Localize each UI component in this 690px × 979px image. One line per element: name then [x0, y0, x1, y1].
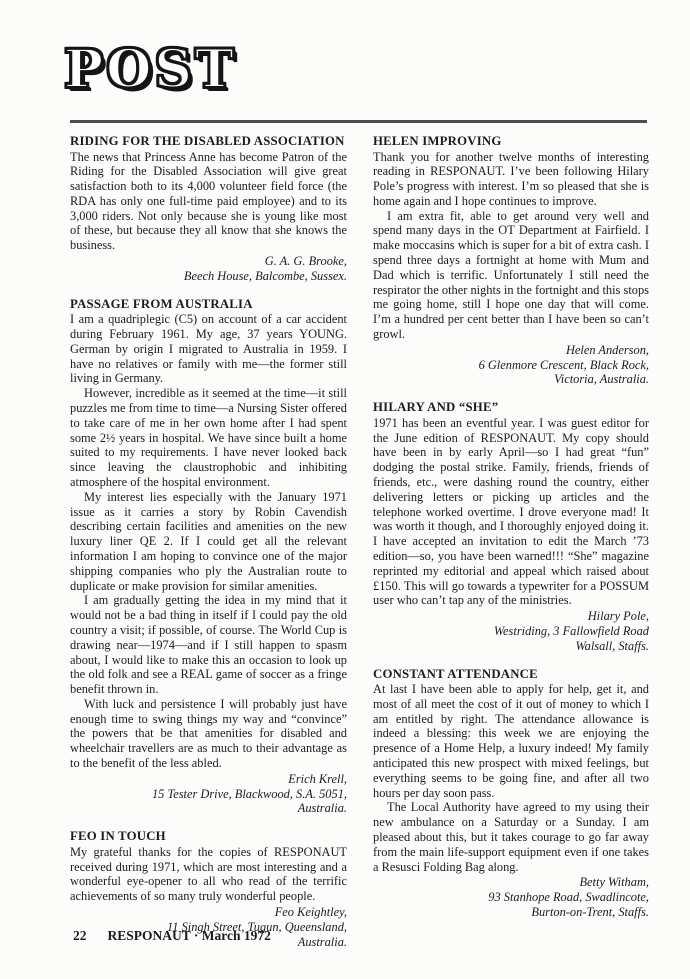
signature-line: Beech House, Balcombe, Sussex.: [183, 268, 347, 283]
section-heading: HILARY AND “SHE”: [373, 400, 499, 415]
paragraph: At last I have been able to apply for help, get it, and most of all meet the cost of it out of money to which I am entitled by right. The attendance allowance is indeed a blessing: this week we are enjoying the presence of a Home Help, a luxury indeed! My family anticipated this new prospect with mixed feelings, but everything seems to be going fine, and after all two hours per day soon pass.: [373, 682, 649, 800]
signature-line: Victoria, Australia.: [554, 372, 649, 387]
paragraph: The Local Authority have agreed to my using their new ambulance on a Saturday or a Sunday. I am pleased about this, but it takes courage to go far away from the main life-support equipment even if one takes a Resusci Folding Bag along.: [373, 800, 649, 874]
signature-line: Australia.: [297, 934, 347, 949]
page-number: 22: [73, 928, 87, 943]
signature-line: Australia.: [297, 801, 347, 816]
paragraph: My grateful thanks for the copies of RESPONAUT received during 1971, which are most interesting and a wonderful eye-opener to all who read of the terrific achievements of so many truly wonderful people.: [70, 844, 347, 904]
letter-constant-attendance: [373, 667, 649, 920]
signature-line: 6 Glenmore Crescent, Black Rock,: [478, 357, 649, 372]
paragraph: 1971 has been an eventful year. I was guest editor for the June edition of RESPONAUT. My copy should have been in by early April—so I had great “fun” dodging the postal strike. Family, friends, friends of friends, etc., were dashing round the country, either delivering letters or picking up articles and the telephone worked overtime. I drove everyone mad! It was worth it though, and I thoroughly enjoyed doing it. I have accepted an invitation to edit the March ’73 edition—so, you have been warned!!! “She” magazine reprinted my editorial and appeal which raised about £150. This will go towards a typewriter for a POSSUM user who can’t tap any of the ministries.: [373, 415, 649, 608]
letter-riding-for-the-disabled: [70, 134, 347, 284]
section-heading: CONSTANT ATTENDANCE: [373, 666, 538, 681]
paragraph: The news that Princess Anne has become Patron of the Riding for the Disabled Association will give great satisfaction both to its 4,000 volunteer field force (the RDA has only one full-time paid employee) and to its 3,000 riders. Not only because she is young like most of these, but because they all know that she knows the business.: [70, 149, 347, 253]
signature-line: G. A. G. Brooke,: [264, 254, 347, 269]
signature-line: 11 Singh Street, Tugun, Queensland,: [167, 919, 347, 934]
signature-line: Walsall, Staffs.: [575, 638, 649, 653]
divider-rule: [70, 120, 647, 123]
letter-helen-improving: [373, 134, 649, 387]
paragraph: Thank you for another twelve months of interesting reading in RESPONAUT. I’ve been following Hilary Pole’s progress with interest. I’m so pleased that she is home again and I hope continues to improve.: [373, 149, 649, 208]
page-footer: [73, 928, 271, 944]
paragraph: I am a quadriplegic (C5) on account of a car accident during February 1961. My age, 37 years YOUNG. German by origin I migrated to Australia in 1959. I have no relatives or family with me—the former still living in Germany.: [70, 312, 347, 386]
section-heading: PASSAGE FROM AUSTRALIA: [70, 296, 253, 311]
post-logo: POST: [64, 39, 237, 100]
signature-line: Betty Witham,: [579, 875, 649, 890]
signature: [373, 875, 649, 919]
signature-line: Hilary Pole,: [587, 609, 649, 624]
letter-passage-from-australia: [70, 297, 347, 817]
section-heading: FEO IN TOUCH: [70, 829, 166, 844]
section-heading: RIDING FOR THE DISABLED ASSOCIATION: [70, 134, 345, 148]
paragraph: I am gradually getting the idea in my mind that it would not be a bad thing in itself if I could pay the old country a visit; if possible, of course. The World Cup is drawing near—1974—and if I still happen to spasm about, I would like to make this an occasion to look up the old folk and see a REAL game of soccer as a fringe benefit thrown in.: [70, 593, 347, 697]
paragraph: My interest lies especially with the January 1971 issue as it carries a story by Robin Cavendish describing certain facilities and amenities on the new luxury liner QE 2. If I could get all the relevant information I am hoping to convince one of the major shipping companies who ply the Australian route to duplicate or make provision for similar amenities.: [70, 489, 347, 593]
paragraph: I am extra fit, able to get around very well and spend many days in the OT Department at Fairfield. I make moccasins which is super for a bit of extra cash. I spend three days a fortnight at home with Mum and Dad which is terrific. Unfortunately I still need the respirator the other nights in the fortnight and this stops me going home, still I hope one day that will come. I’m a hundred per cent better than I have been so can’t growl.: [373, 208, 649, 342]
signature-line: Feo Keightley,: [274, 904, 347, 919]
signature-line: Erich Krell,: [288, 771, 347, 786]
signature: [70, 254, 347, 284]
signature-line: Helen Anderson,: [565, 342, 649, 357]
signature: [70, 772, 347, 816]
signature-line: Westriding, 3 Fallowfield Road: [493, 623, 649, 638]
signature-line: 93 Stanhope Road, Swadlincote,: [488, 890, 649, 905]
issue-title: RESPONAUT · March 1972: [107, 928, 271, 943]
column-left: [70, 134, 347, 962]
column-right: [373, 134, 649, 933]
letter-hilary-and-she: [373, 400, 649, 653]
signature: [373, 609, 649, 653]
paragraph: With luck and persistence I will probably just have enough time to swing things my way and “convince” the powers that be that amenities for disabled and wheelchair travellers are as much to their advantage as to the benefit of the less abled.: [70, 696, 347, 771]
signature: [373, 343, 649, 387]
signature-line: Burton-on-Trent, Staffs.: [531, 904, 649, 919]
section-heading: HELEN IMPROVING: [373, 134, 502, 148]
paragraph: However, incredible as it seemed at the time—it still puzzles me from time to time—a Nursing Sister offered to take care of me in her own home after I had spent some 2½ years in hospital. We have since built a home suited to my requirements. I have never looked back since leaving the claustrophobic and inhibiting atmosphere of the hospital environment.: [70, 386, 347, 489]
signature-line: 15 Tester Drive, Blackwood, S.A. 5051,: [151, 786, 347, 801]
